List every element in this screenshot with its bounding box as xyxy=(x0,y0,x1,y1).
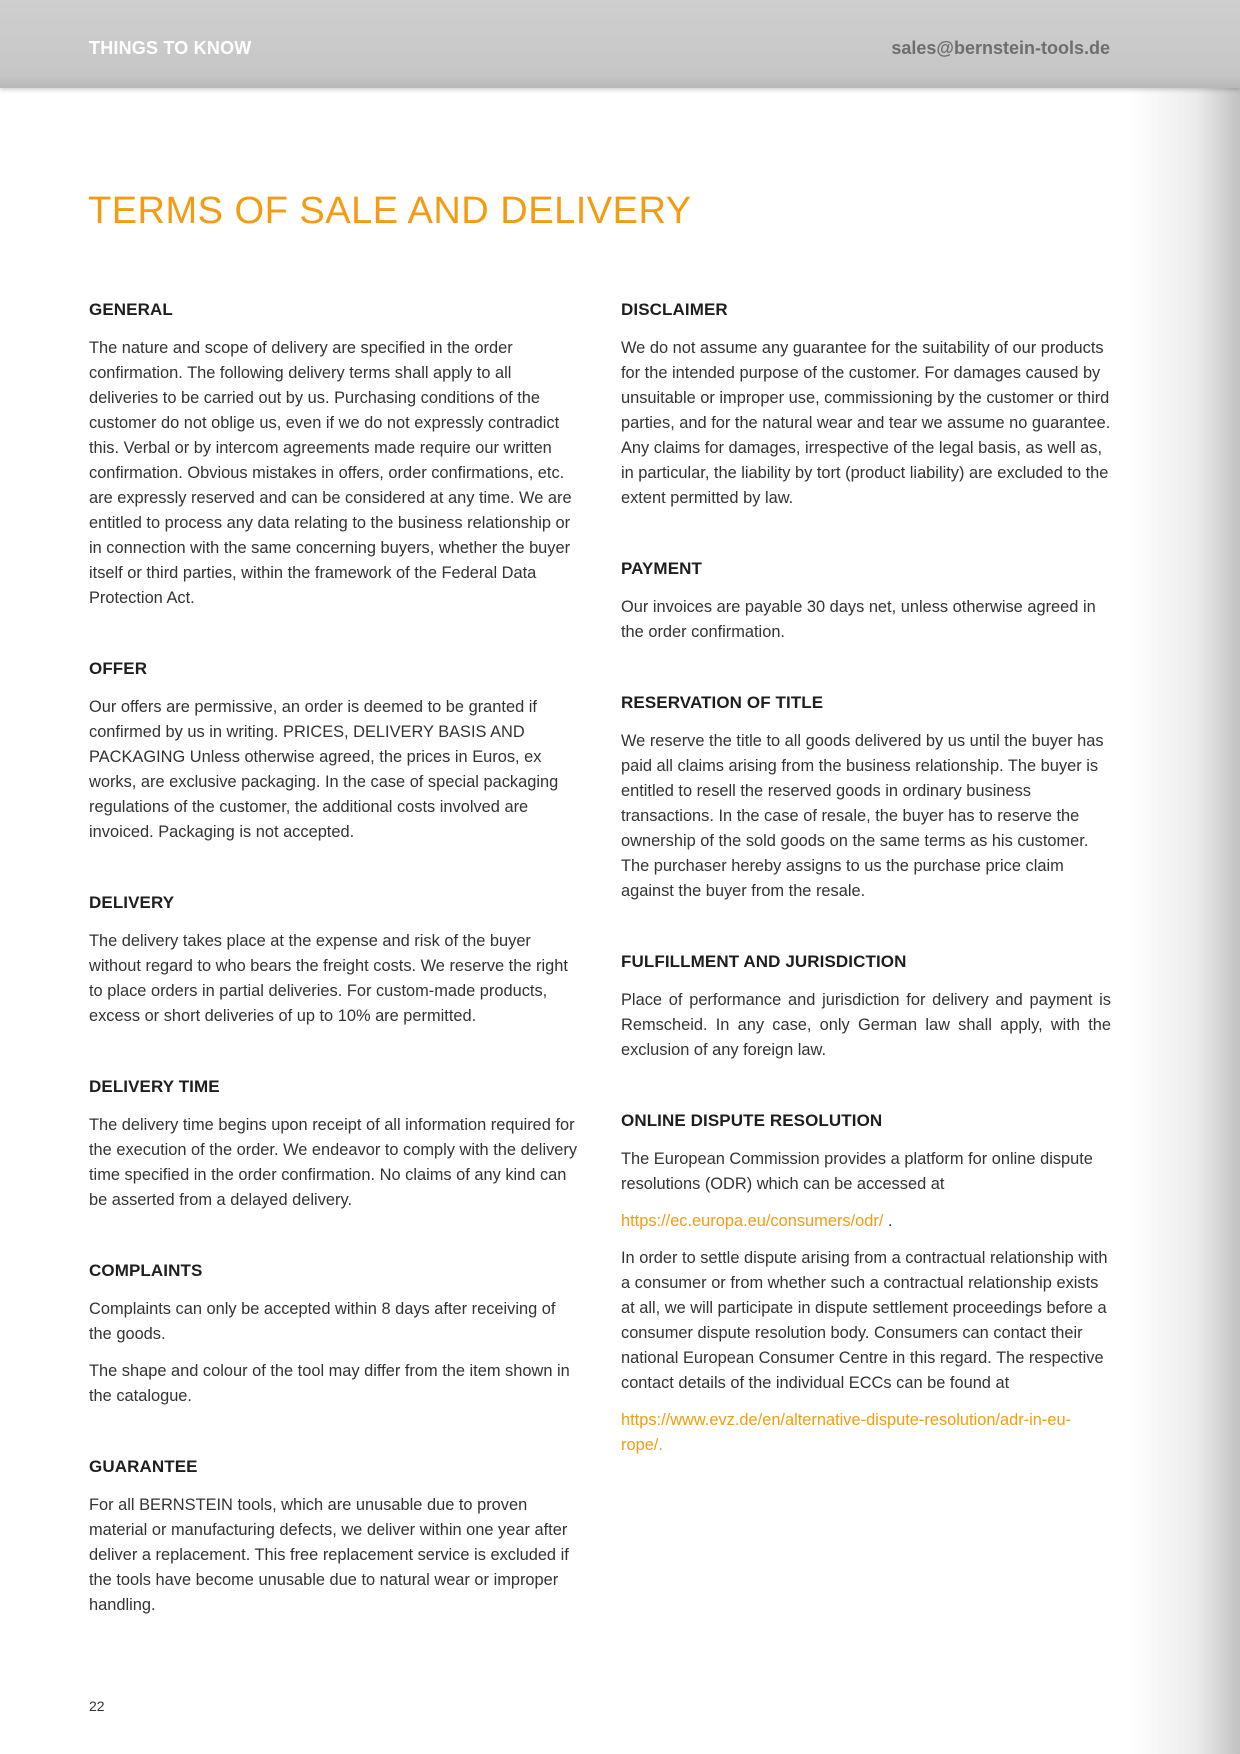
right-column xyxy=(621,300,1111,1506)
evz-link[interactable]: https://www.evz.de/en/alternative-dispute-resolution/adr-in-eu-rope/. xyxy=(621,1411,1072,1454)
section-heading: DELIVERY TIME xyxy=(89,1077,220,1096)
section-text: In order to settle dispute arising from a contractual relationship with a consumer or from whether such a contractual relationship exists at all, we will participate in dispute settlement proceedings before a consumer dispute resolution body. Consumers can contact their national European Consumer Centre in this regard. The respective contact details of the individual ECCs can be found at xyxy=(621,1249,1108,1392)
section-text: Complaints can only be accepted within 8 days after receiving of the goods. xyxy=(89,1300,556,1343)
section-disclaimer xyxy=(621,300,1111,511)
section-delivery-time xyxy=(89,1077,581,1213)
odr-platform-link[interactable]: https://ec.europa.eu/consumers/odr/ xyxy=(621,1212,884,1230)
section-heading: FULFILLMENT AND JURISDICTION xyxy=(621,952,907,971)
header-section-label: THINGS TO KNOW xyxy=(89,38,252,58)
section-delivery xyxy=(89,893,581,1029)
section-text: For all BERNSTEIN tools, which are unusable due to proven material or manufacturing defects, we deliver within one year after deliver a replacement. This free replacement service is excluded if the tools have become unusable due to natural wear or improper handling. xyxy=(89,1496,569,1614)
section-heading: RESERVATION OF TITLE xyxy=(621,693,824,712)
section-text: The delivery takes place at the expense and risk of the buyer without regard to who bears the freight costs. We reserve the right to place orders in partial deliveries. For custom-made products, excess or short deliveries of up to 10% are permitted. xyxy=(89,932,568,1025)
header-email[interactable]: sales@bernstein-tools.de xyxy=(891,38,1110,58)
section-heading: DELIVERY xyxy=(89,893,175,912)
section-text: Our offers are permissive, an order is deemed to be granted if confirmed by us in writing. PRICES, DELIVERY BASIS AND PACKAGING Unless otherwise agreed, the prices in Euros, ex works, are exclusive packaging. In the case of special packaging regulations of the customer, the additional costs involved are invoiced. Packaging is not accepted. xyxy=(89,698,559,841)
page-edge-shadow xyxy=(1130,0,1240,1754)
section-reservation-of-title xyxy=(621,693,1111,904)
section-heading: COMPLAINTS xyxy=(89,1261,203,1280)
section-heading: PAYMENT xyxy=(621,559,702,578)
page-title: TERMS OF SALE AND DELIVERY xyxy=(88,190,692,232)
section-text: We do not assume any guarantee for the suitability of our products for the intended purpose of the customer. For damages caused by unsuitable or improper use, commissioning by the customer or third parties, and for the natural wear and tear we assume no guarantee. Any claims for damages, irrespective of the legal basis, as well as, in particular, the liability by tort (product liability) are excluded to the extent permitted by law. xyxy=(621,339,1111,507)
section-heading: GENERAL xyxy=(89,300,173,319)
section-text: The delivery time begins upon receipt of all information required for the execution of the order. We endeavor to comply with the delivery time specified in the order confirmation. No claims of any kind can be asserted from a delayed delivery. xyxy=(89,1116,578,1209)
section-fulfillment xyxy=(621,952,1111,1063)
odr-link-line xyxy=(621,1209,1111,1234)
link-suffix: . xyxy=(883,1212,893,1230)
left-column xyxy=(89,300,581,1666)
section-text: The shape and colour of the tool may differ from the item shown in the catalogue. xyxy=(89,1362,570,1405)
section-text: Place of performance and jurisdiction for delivery and payment is Remscheid. In any case, only German law shall apply, with the exclusion of any foreign law. xyxy=(621,991,1111,1059)
section-text: Our invoices are payable 30 days net, unless otherwise agreed in the order confirmation. xyxy=(621,598,1096,641)
section-heading: OFFER xyxy=(89,659,148,678)
section-online-dispute-resolution xyxy=(621,1111,1111,1458)
page-number: 22 xyxy=(89,1698,105,1714)
section-complaints xyxy=(89,1261,581,1409)
section-payment xyxy=(621,559,1111,645)
section-text: The European Commission provides a platform for online dispute resolutions (ODR) which can be accessed at xyxy=(621,1150,1093,1193)
section-general xyxy=(89,300,581,611)
section-guarantee xyxy=(89,1457,581,1618)
section-heading: GUARANTEE xyxy=(89,1457,198,1476)
section-heading: ONLINE DISPUTE RESOLUTION xyxy=(621,1111,883,1130)
section-offer xyxy=(89,659,581,845)
section-heading: DISCLAIMER xyxy=(621,300,728,319)
section-text: The nature and scope of delivery are specified in the order confirmation. The following delivery terms shall apply to all deliveries to be carried out by us. Purchasing conditions of the customer do not oblige us, even if we do not expressly contradict this. Verbal or by intercom agreements made require our written confirmation. Obvious mistakes in offers, order confirmations, etc. are expressly reserved and can be considered at any time. We are entitled to process any data relating to the business relationship or in connection with the same concerning buyers, whether the buyer itself or third parties, within the framework of the Federal Data Protection Act. xyxy=(89,339,572,607)
section-text: We reserve the title to all goods delivered by us until the buyer has paid all claims arising from the business relationship. The buyer is entitled to resell the reserved goods in ordinary business transactions. In the case of resale, the buyer has to reserve the ownership of the sold goods on the same terms as his customer. The purchaser hereby assigns to us the purchase price claim against the buyer from the resale. xyxy=(621,732,1104,900)
header-bar xyxy=(0,0,1240,88)
